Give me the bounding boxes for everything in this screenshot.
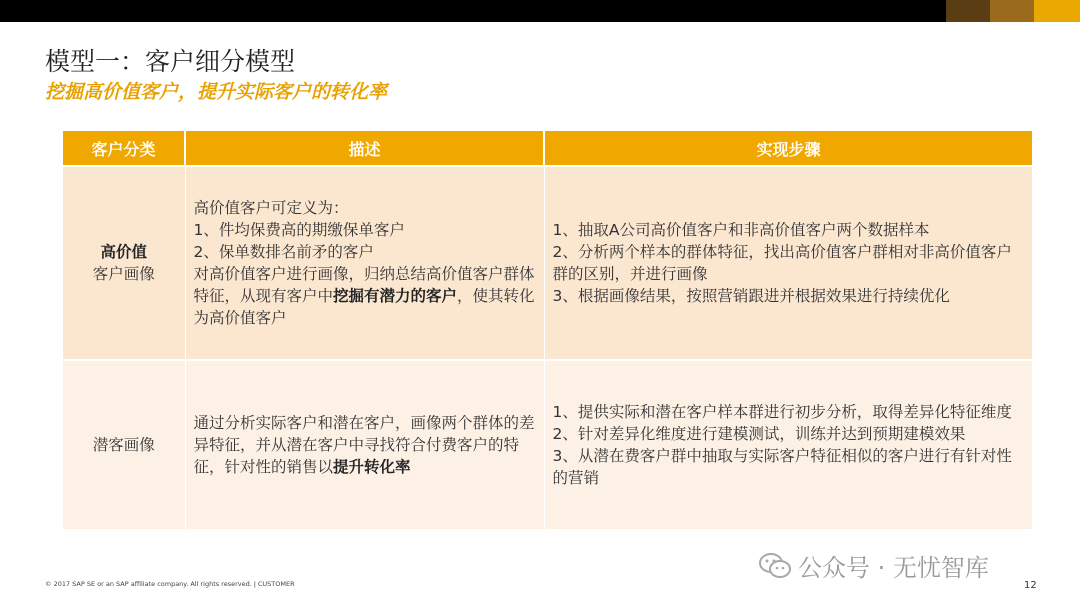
top-bar [0, 0, 1080, 22]
desc-text: ，使其转化为高价值客户 [193, 287, 535, 327]
category-cell [63, 166, 185, 360]
category-bold-label: 高价值 [100, 243, 147, 261]
step-item: 1、提供实际和潜在客户样本群进行初步分析，取得差异化特征维度 [552, 403, 1012, 421]
desc-emphasis: 挖掘有潜力的客户 [333, 287, 458, 305]
wechat-icon [758, 552, 792, 580]
step-item: 3、从潜在费客户群中抽取与实际客户特征相似的客户进行有针对性的营销 [552, 447, 1012, 487]
table-header-row [63, 131, 1032, 166]
desc-line: 2、保单数排名前矛的客户 [193, 243, 374, 261]
desc-text: 对高价值客户进行画像，归纳总结高价值客户群体特征，从现有客户中 [193, 265, 535, 305]
description-cell [185, 166, 544, 360]
watermark [758, 548, 989, 583]
brand-block-mid [990, 0, 1034, 22]
desc-line: 1、件均保费高的期缴保单客户 [193, 221, 405, 239]
watermark-text: 公众号 · 无忧智库 [798, 554, 989, 582]
steps-cell [544, 166, 1032, 360]
desc-paragraph [194, 412, 536, 478]
table-row [63, 166, 1032, 360]
desc-emphasis: 提升转化率 [333, 458, 411, 476]
desc-text: 通过分析实际客户和潜在客户，画像两个群体的差异特征，并从潜在客户中寻找符合付费客户的特征，针对性的销售以 [193, 414, 535, 476]
segmentation-table [63, 131, 1032, 529]
step-item: 2、针对差异化维度进行建模测试，训练并达到预期建模效果 [552, 425, 966, 443]
table-row [63, 360, 1032, 529]
page-title: 模型一：客户细分模型 [45, 47, 296, 76]
header-description: 描述 [185, 131, 544, 166]
category-label: 客户画像 [92, 265, 155, 283]
header-steps: 实现步骤 [544, 131, 1032, 166]
brand-block-gold [1034, 0, 1080, 22]
desc-line: 高价值客户可定义为： [193, 199, 349, 217]
brand-block-dark [946, 0, 990, 22]
page-subtitle: 挖掘高价值客户，提升实际客户的转化率 [45, 81, 388, 103]
copyright-footer: © 2017 SAP SE or an SAP affiliate company. All rights reserved. ǀ CUSTOMER [45, 580, 295, 588]
header-category: 客户分类 [63, 131, 185, 166]
step-item: 2、分析两个样本的群体特征，找出高价值客户群相对非高价值客户群的区别，并进行画像 [552, 243, 1012, 283]
desc-paragraph [194, 263, 536, 329]
description-cell [185, 360, 544, 529]
step-item: 3、根据画像结果，按照营销跟进并根据效果进行持续优化 [552, 287, 950, 305]
category-cell [63, 360, 185, 529]
page-number: 12 [1024, 580, 1037, 591]
category-label: 潜客画像 [92, 436, 155, 454]
step-item: 1、抽取A公司高价值客户和非高价值客户两个数据样本 [552, 221, 930, 239]
steps-cell [544, 360, 1032, 529]
